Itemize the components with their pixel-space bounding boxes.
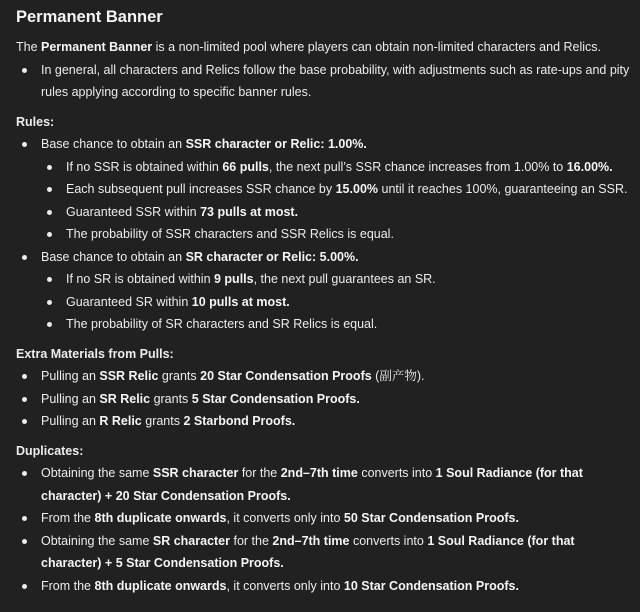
list-item: The probability of SR characters and SR Relics is equal. (41, 313, 632, 336)
bold-text: SR character or Relic: 5.00%. (185, 249, 359, 264)
list-item: In general, all characters and Relics follow the base probability, with adjustments such as rate-ups and pity rules applying according to specific banner rules. (16, 59, 632, 104)
list-item: If no SSR is obtained within 66 pulls, the next pull’s SSR chance increases from 1.00% to 16.00%. (41, 156, 632, 179)
list-item: Each subsequent pull increases SSR chance by 15.00% until it reaches 100%, guaranteeing an SSR. (41, 178, 632, 201)
rules-list (16, 133, 632, 336)
list-item-sr (16, 246, 632, 336)
duplicates-heading: Duplicates: (16, 443, 84, 458)
text: Base chance to obtain an (41, 249, 186, 264)
list-item: Pulling an R Relic grants 2 Starbond Proofs. (16, 410, 632, 433)
list-item: Obtaining the same SSR character for the 2nd–7th time converts into 1 Soul Radiance (for that character) + 20 Star Condensation Proofs. (16, 462, 632, 507)
bold-text: SSR character or Relic: 1.00%. (185, 137, 367, 151)
list-item: Pulling an SR Relic grants 5 Star Condensation Proofs. (16, 388, 632, 411)
ssr-sublist (41, 156, 632, 246)
list-item: Obtaining the same SR character for the 2nd–7th time converts into 1 Soul Radiance (for that character) + 5 Star Condensation Proofs. (16, 530, 632, 575)
extra-list (16, 365, 632, 433)
extra-heading: Extra Materials from Pulls: (16, 346, 174, 361)
text: The (16, 40, 42, 54)
text: is a non-limited pool where players can obtain non-limited characters and Relics. (152, 40, 602, 54)
bold-text: Permanent Banner (41, 40, 153, 54)
page-title: Permanent Banner (16, 8, 163, 26)
intro-list (16, 59, 632, 104)
sr-sublist (41, 268, 632, 336)
list-item: If no SR is obtained within 9 pulls, the next pull guarantees an SR. (41, 268, 632, 291)
list-item: From the 8th duplicate onwards, it converts only into 10 Star Condensation Proofs. (16, 575, 632, 598)
intro-paragraph (16, 36, 632, 59)
list-item: From the 8th duplicate onwards, it converts only into 50 Star Condensation Proofs. (16, 507, 632, 530)
rules-heading: Rules: (16, 114, 55, 129)
text: Base chance to obtain an (41, 137, 186, 151)
list-item: Guaranteed SR within 10 pulls at most. (41, 291, 632, 314)
list-item: Guaranteed SSR within 73 pulls at most. (41, 201, 632, 224)
list-item: Pulling an SSR Relic grants 20 Star Condensation Proofs (副产物). (16, 365, 632, 388)
list-item-ssr (16, 133, 632, 246)
duplicates-list (16, 462, 632, 597)
list-item: The probability of SSR characters and SSR Relics is equal. (41, 223, 632, 246)
